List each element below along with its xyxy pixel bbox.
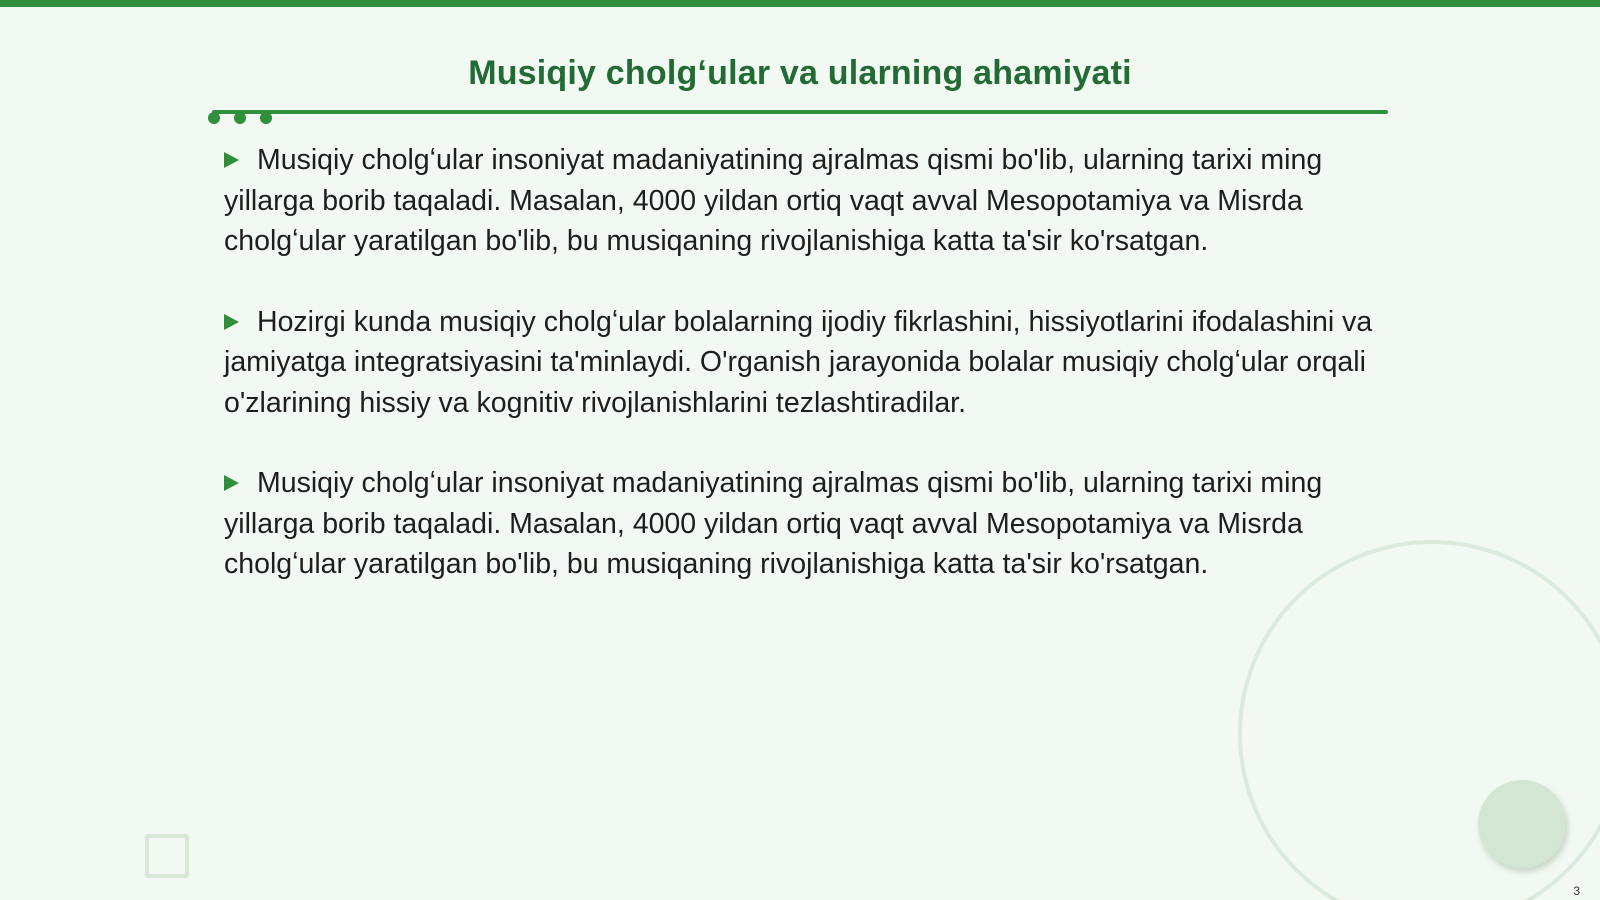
bullet-paragraph	[224, 140, 1374, 262]
triangle-right-icon	[224, 314, 239, 330]
paragraph-text: Musiqiy cholgʻular insoniyat madaniyatining ajralmas qismi bo'lib, ularning tarixi ming yillarga borib taqaladi. Masalan, 4000 yildan ortiq vaqt avval Mesopotamiya va Misrda cholgʻular yaratilgan bo'lib, bu musiqaning rivojlanishiga katta ta'sir ko'rsatgan.	[224, 467, 1323, 580]
page-number: 3	[1573, 884, 1580, 898]
decorative-dot-icon	[208, 112, 220, 124]
bullet-paragraph	[224, 302, 1374, 424]
paragraph-text: Musiqiy cholgʻular insoniyat madaniyatining ajralmas qismi bo'lib, ularning tarixi ming yillarga borib taqaladi. Masalan, 4000 yildan ortiq vaqt avval Mesopotamiya va Misrda cholgʻular yaratilgan bo'lib, bu musiqaning rivojlanishiga katta ta'sir ko'rsatgan.	[224, 144, 1323, 257]
top-accent-bar	[0, 0, 1600, 7]
triangle-right-icon	[224, 475, 239, 491]
decorative-circle	[1478, 780, 1566, 868]
bullet-list	[224, 140, 1374, 625]
triangle-right-icon	[224, 152, 239, 168]
slide-title: Musiqiy cholgʻular va ularning ahamiyati	[468, 54, 1132, 92]
bullet-paragraph	[224, 463, 1374, 585]
decorative-dot-icon	[234, 112, 246, 124]
decorative-square	[145, 834, 189, 878]
paragraph-text: Hozirgi kunda musiqiy cholgʻular bolalarning ijodiy fikrlashini, hissiyotlarini ifodalashini va jamiyatga integratsiyasini ta'minlaydi. O'rganish jarayonida bolalar musiqiy cholgʻular orqali o'zlarining hissiy va kognitiv rivojlanishlarini tezlashtiradilar.	[224, 305, 1373, 419]
title-underline	[212, 110, 1388, 114]
decorative-dot-icon	[260, 112, 272, 124]
